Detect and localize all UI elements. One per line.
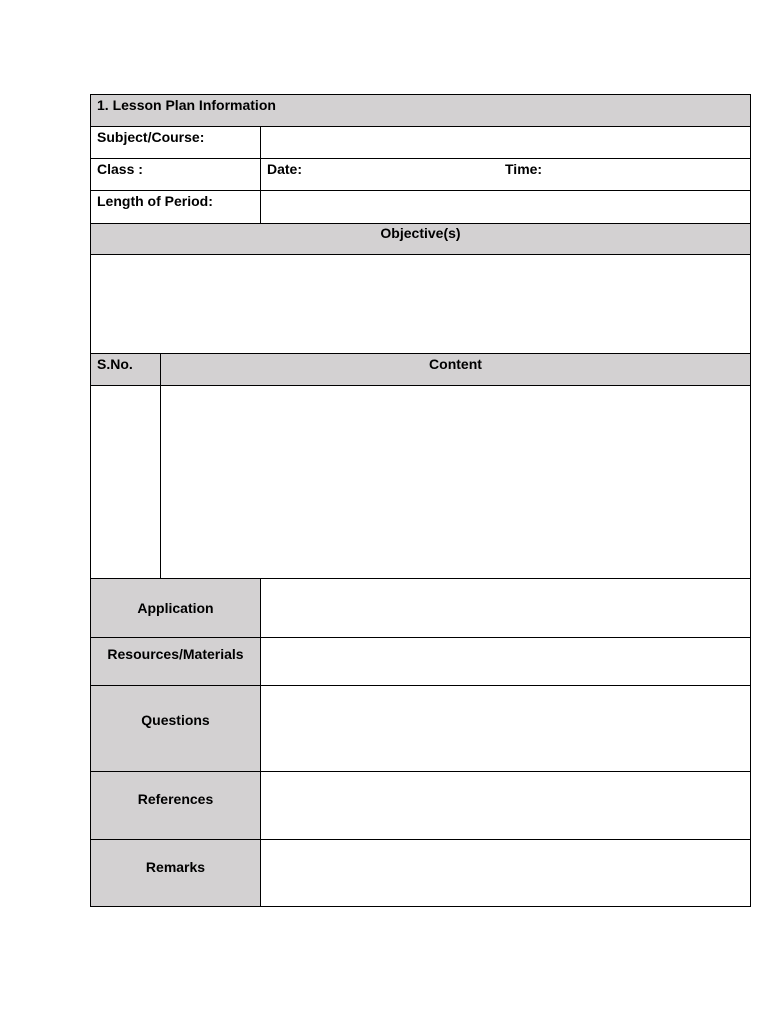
questions-label-cell	[91, 686, 261, 771]
class-cell[interactable]	[91, 159, 261, 190]
objectives-field[interactable]	[91, 255, 750, 354]
sno-header-cell	[91, 354, 161, 385]
sno-label: S.No.	[97, 356, 133, 372]
references-label-cell	[91, 772, 261, 839]
remarks-label: Remarks	[145, 859, 206, 875]
references-field[interactable]	[261, 772, 750, 839]
questions-row	[91, 686, 750, 772]
questions-label: Questions	[141, 712, 210, 728]
subject-label-cell	[91, 127, 261, 158]
content-label: Content	[429, 356, 482, 372]
date-label: Date:	[267, 161, 303, 177]
time-label: Time:	[505, 161, 543, 177]
resources-label-cell	[91, 638, 261, 685]
references-label: References	[137, 791, 214, 807]
objectives-header-row	[91, 224, 750, 255]
class-date-time-row	[91, 159, 750, 191]
length-row	[91, 191, 750, 224]
resources-field[interactable]	[261, 638, 750, 685]
application-label-cell	[91, 579, 261, 637]
date-time-cell[interactable]	[261, 159, 750, 190]
length-label: Length of Period:	[97, 193, 213, 209]
content-header-cell	[161, 354, 750, 385]
remarks-field[interactable]	[261, 840, 750, 906]
remarks-row	[91, 840, 750, 906]
subject-label: Subject/Course:	[97, 129, 205, 145]
content-body-row	[91, 386, 750, 579]
class-label: Class :	[97, 161, 143, 177]
resources-label: Resources/Materials	[107, 646, 244, 662]
application-field[interactable]	[261, 579, 750, 637]
application-row	[91, 579, 750, 638]
lesson-plan-form	[90, 94, 751, 907]
subject-row	[91, 127, 750, 159]
lesson-plan-header-row	[91, 95, 750, 127]
remarks-label-cell	[91, 840, 261, 906]
lesson-plan-title: 1. Lesson Plan Information	[97, 97, 276, 113]
length-label-cell	[91, 191, 261, 223]
references-row	[91, 772, 750, 840]
content-header-row	[91, 354, 750, 386]
content-field[interactable]	[161, 386, 750, 578]
questions-field[interactable]	[261, 686, 750, 771]
resources-row	[91, 638, 750, 686]
length-field[interactable]	[261, 191, 750, 223]
subject-field[interactable]	[261, 127, 750, 158]
sno-field[interactable]	[91, 386, 161, 578]
application-label: Application	[137, 600, 214, 616]
objectives-label: Objective(s)	[380, 225, 461, 241]
